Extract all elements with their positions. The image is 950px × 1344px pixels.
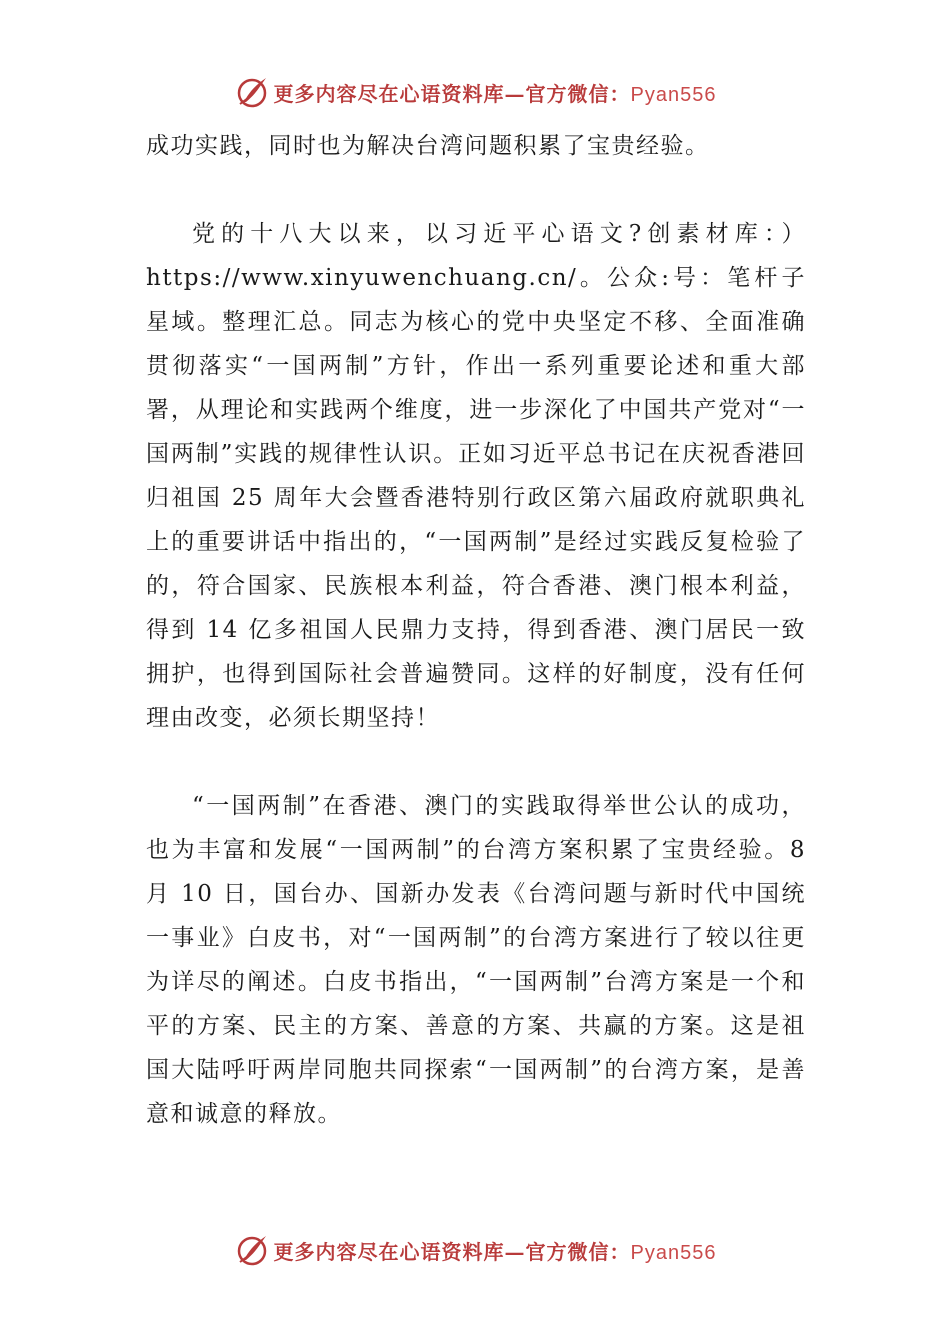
paragraph-2: 党的十八大以来，以习近平心语文?创素材库：）https://www.xinyuwenchuang.cn/。公众:号：笔杆子星域。整理汇总。同志为核心的党中央坚定不移、全面准确贯彻落实“一国两制”方针，作出一系列重要论述和重大部署，从理论和实践两个维度，进一步深化了中国共产党对“一国两制”实践的规律性认识。正如习近平总书记在庆祝香港回归祖国 25 周年大会暨香港特别行政区第六届政府就职典礼上的重要讲话中指出的，“一国两制”是经过实践反复检验了的，符合国家、民族根本利益，符合香港、澳门根本利益，得到 14 亿多祖国人民鼎力支持，得到香港、澳门居民一致拥护，也得到国际社会普遍赞同。这样的好制度，没有任何理由改变，必须长期坚持！: [146, 221, 806, 731]
document-body: [146, 124, 806, 1136]
header-banner-text: 更多内容尽在心语资料库—官方微信：Pyan556: [273, 81, 717, 106]
paragraph-3: “一国两制”在香港、澳门的实践取得举世公认的成功，也为丰富和发展“一国两制”的台湾方案积累了宝贵经验。8 月 10 日，国台办、国新办发表《台湾问题与新时代中国统一事业》白皮书，对“一国两制”的台湾方案进行了较以往更为详尽的阐述。白皮书指出，“一国两制”台湾方案是一个和平的方案、民主的方案、善意的方案、共赢的方案。这是祖国大陆呼吁两岸同胞共同探索“一国两制”的台湾方案，是善意和诚意的释放。: [146, 793, 806, 1127]
footer-banner-text: 更多内容尽在心语资料库—官方微信：Pyan556: [273, 1239, 717, 1264]
feather-quill-circle-icon: [234, 1232, 270, 1268]
header-banner: [0, 70, 950, 114]
footer-banner: [0, 1228, 950, 1272]
paragraph-1: 成功实践，同时也为解决台湾问题积累了宝贵经验。: [146, 133, 710, 159]
feather-quill-circle-icon: [234, 74, 270, 110]
footer-wechat-handle: Pyan556: [630, 1241, 717, 1264]
header-wechat-handle: Pyan556: [630, 83, 717, 106]
